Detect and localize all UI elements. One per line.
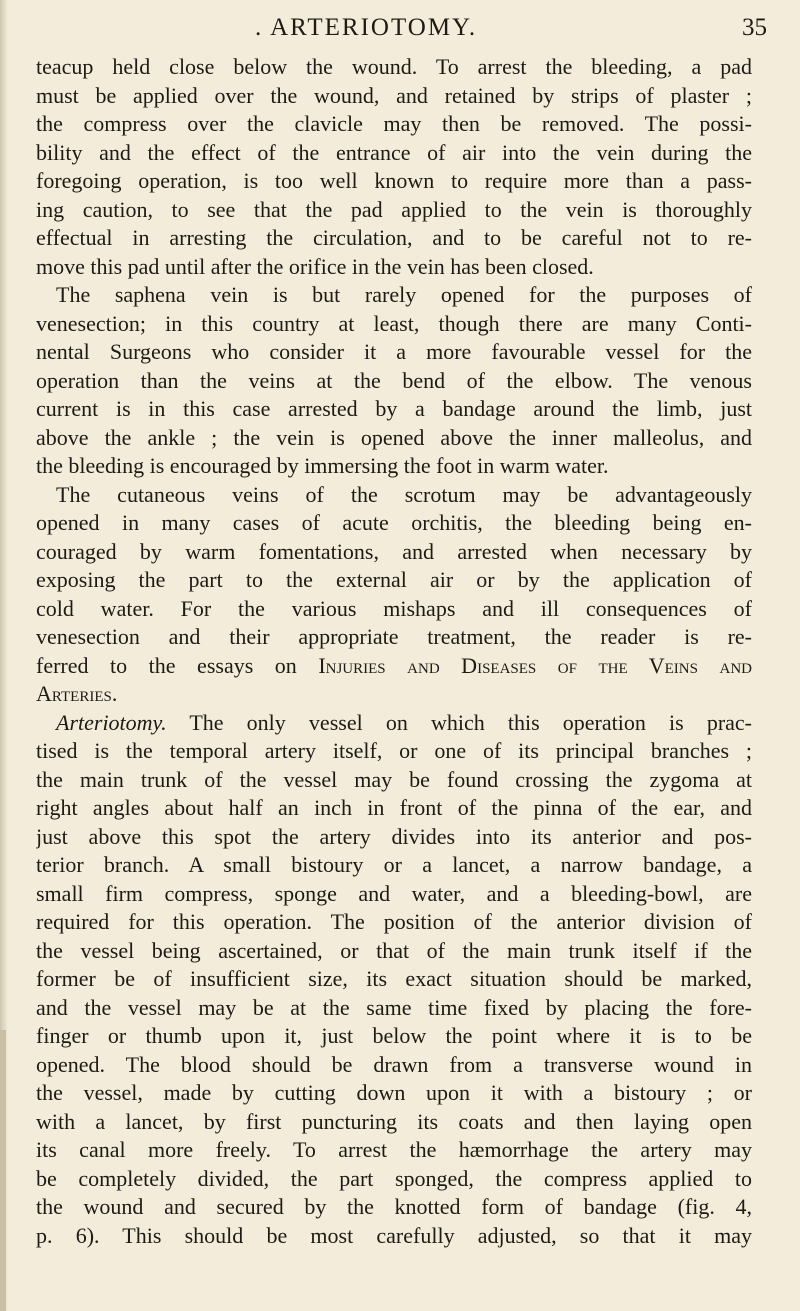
text-line: opened in many cases of acute orchitis, the bleeding being en- (36, 510, 752, 535)
text-line: venesection and their appropriate treatment, the reader is re- (36, 624, 752, 649)
text-line: its canal more freely. To arrest the hæmorrhage the artery may (36, 1137, 752, 1162)
text-line: exposing the part to the external air or by the application of (36, 567, 752, 592)
text-line: ing caution, to see that the pad applied to the vein is thoroughly (36, 196, 752, 222)
text-line: the main trunk of the vessel may be found crossing the zygoma at (36, 766, 752, 792)
text-line: and the vessel may be at the same time fixed by placing the fore- (36, 994, 752, 1020)
text-line: just above this spot the artery divides into its anterior and pos- (36, 823, 752, 849)
text-line: must be applied over the wound, and retained by strips of plaster ; (36, 82, 752, 108)
text-line: effectual in arresting the circulation, and to be careful not to re- (36, 225, 752, 250)
text-line: bility and the effect of the entrance of air into the vein during the (36, 139, 752, 165)
cross-reference: Injuries and Diseases of the Veins and (318, 652, 752, 678)
text-line: The cutaneous veins of the scrotum may be advantageously (56, 481, 752, 507)
text-line: current is in this case arrested by a bandage around the limb, just (36, 396, 752, 421)
text-line: right angles about half an inch in front of the pinna of the ear, and (36, 795, 752, 820)
text-line: The saphena vein is but rarely opened for the purposes of (56, 282, 752, 307)
text-segment: ferred to the essays on (36, 652, 319, 678)
section-heading: Arteriotomy. (56, 709, 167, 735)
text-line: p. 6). This should be most carefully adjusted, so that it may (36, 1222, 752, 1248)
running-title: . ARTERIOTOMY. (255, 14, 478, 41)
page-binding-edge (0, 1030, 6, 1311)
text-line: opened. The blood should be drawn from a transverse wound in (36, 1051, 752, 1077)
text-line: the compress over the clavicle may then be removed. The possi- (36, 111, 752, 136)
text-line: tised is the temporal artery itself, or one of its principal branches ; (36, 738, 752, 763)
text-line: cold water. For the various mishaps and ill consequences of (36, 595, 752, 621)
text-line: the wound and secured by the knotted form of bandage (fig. 4, (36, 1194, 752, 1219)
text-segment: The only vessel on which this operation is prac- (166, 709, 752, 735)
text-line: small firm compress, sponge and water, and a bleeding-bowl, are (36, 880, 752, 906)
text-line: nental Surgeons who consider it a more favourable vessel for the (36, 339, 752, 364)
text-line-with-reference (36, 652, 752, 681)
text-line: the vessel being ascertained, or that of the main trunk itself if the (36, 937, 752, 963)
text-line: above the ankle ; the vein is opened above the inner malleolus, and (36, 424, 752, 450)
text-line: venesection; in this country at least, though there are many Conti- (36, 310, 752, 336)
body-text (36, 53, 752, 1250)
text-line: Arteries. (36, 681, 118, 706)
text-line: with a lancet, by first puncturing its coats and then laying open (36, 1108, 752, 1134)
text-line: former be of insufficient size, its exact situation should be marked, (36, 966, 752, 991)
text-line: be completely divided, the part sponged, the compress applied to (36, 1165, 752, 1191)
text-line: terior branch. A small bistoury or a lancet, a narrow bandage, a (36, 852, 752, 877)
running-head (0, 14, 800, 48)
text-line: move this pad until after the orifice in the vein has been closed. (36, 253, 594, 279)
page-number: 35 (742, 14, 767, 41)
text-line: finger or thumb upon it, just below the point where it is to be (36, 1023, 752, 1048)
text-line: teacup held close below the wound. To arrest the bleeding, a pad (36, 54, 752, 79)
text-line: the vessel, made by cutting down upon it with a bistoury ; or (36, 1080, 752, 1105)
text-line: couraged by warm fomentations, and arrested when necessary by (36, 538, 752, 564)
text-line: required for this operation. The position of the anterior division of (36, 909, 752, 934)
text-line: the bleeding is encouraged by immersing the foot in warm water. (36, 453, 609, 478)
text-line: operation than the veins at the bend of the elbow. The venous (36, 367, 752, 393)
text-line-with-heading (36, 709, 752, 738)
text-line: foregoing operation, is too well known to require more than a pass- (36, 168, 752, 193)
